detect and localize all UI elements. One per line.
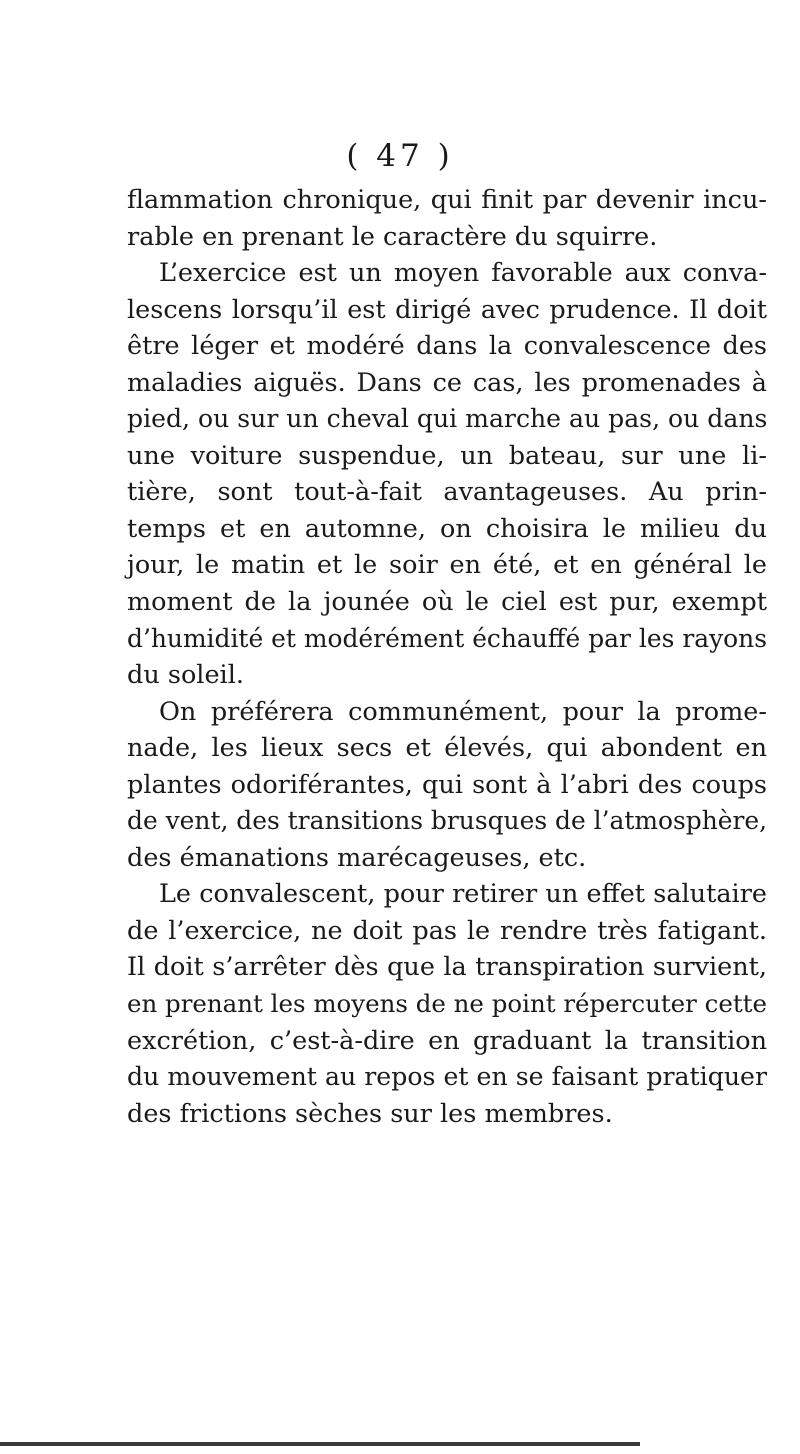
text-line: de l’exercice, ne doit pas le rendre très fatigant. <box>127 915 767 946</box>
text-line: plantes odoriférantes, qui sont à l’abri des coups <box>127 769 767 800</box>
text-line: de vent, des transitions brusques de l’atmosphère, <box>127 806 768 836</box>
body-text <box>127 182 767 1132</box>
text-line: maladies aiguës. Dans ce cas, les promenades à <box>127 367 767 398</box>
text-line: en prenant les moyens de ne point répercuter cette <box>127 989 767 1019</box>
text-line: tière, sont tout-à-fait avantageuses. Au prin- <box>127 477 767 508</box>
text-line: pied, ou sur un cheval qui marche au pas, ou dans <box>127 404 768 434</box>
text-line: jour, le matin et le soir en été, et en général le <box>127 550 767 581</box>
text-line: des frictions sèches sur les membres. <box>127 1098 613 1129</box>
text-line: Il doit s’arrêter dès que la transpiration survient, <box>127 952 767 983</box>
page-edge-shadow <box>0 1442 640 1446</box>
text-line: On préférera communément, pour la prome- <box>159 696 767 727</box>
text-line: d’humidité et modérément échauffé par les rayons <box>127 623 767 653</box>
text-line: moment de la jounée où le ciel est pur, exempt <box>127 587 767 618</box>
text-line: du mouvement au repos et en se faisant pratiquer <box>127 1062 767 1092</box>
text-line: lescens lorsqu’il est dirigé avec prudence. Il doit <box>127 294 767 325</box>
text-line: une voiture suspendue, un bateau, sur une li- <box>127 440 767 471</box>
text-line: flammation chronique, qui finit par devenir incu- <box>127 185 767 215</box>
text-line: excrétion, c’est-à-dire en graduant la transition <box>127 1025 767 1056</box>
text-line: temps et en automne, on choisira le milieu du <box>127 513 767 544</box>
text-line: du soleil. <box>127 660 244 691</box>
text-line: être léger et modéré dans la convalescence des <box>127 331 767 362</box>
text-line: L’exercice est un moyen favorable aux conva- <box>159 258 767 289</box>
text-line: des émanations marécageuses, etc. <box>127 842 587 873</box>
page-number: ( 47 ) <box>346 138 454 174</box>
text-line: nade, les lieux secs et élevés, qui abondent en <box>127 733 767 764</box>
text-line: rable en prenant le caractère du squirre. <box>127 221 658 252</box>
text-line: Le convalescent, pour retirer un effet salutaire <box>159 879 767 910</box>
